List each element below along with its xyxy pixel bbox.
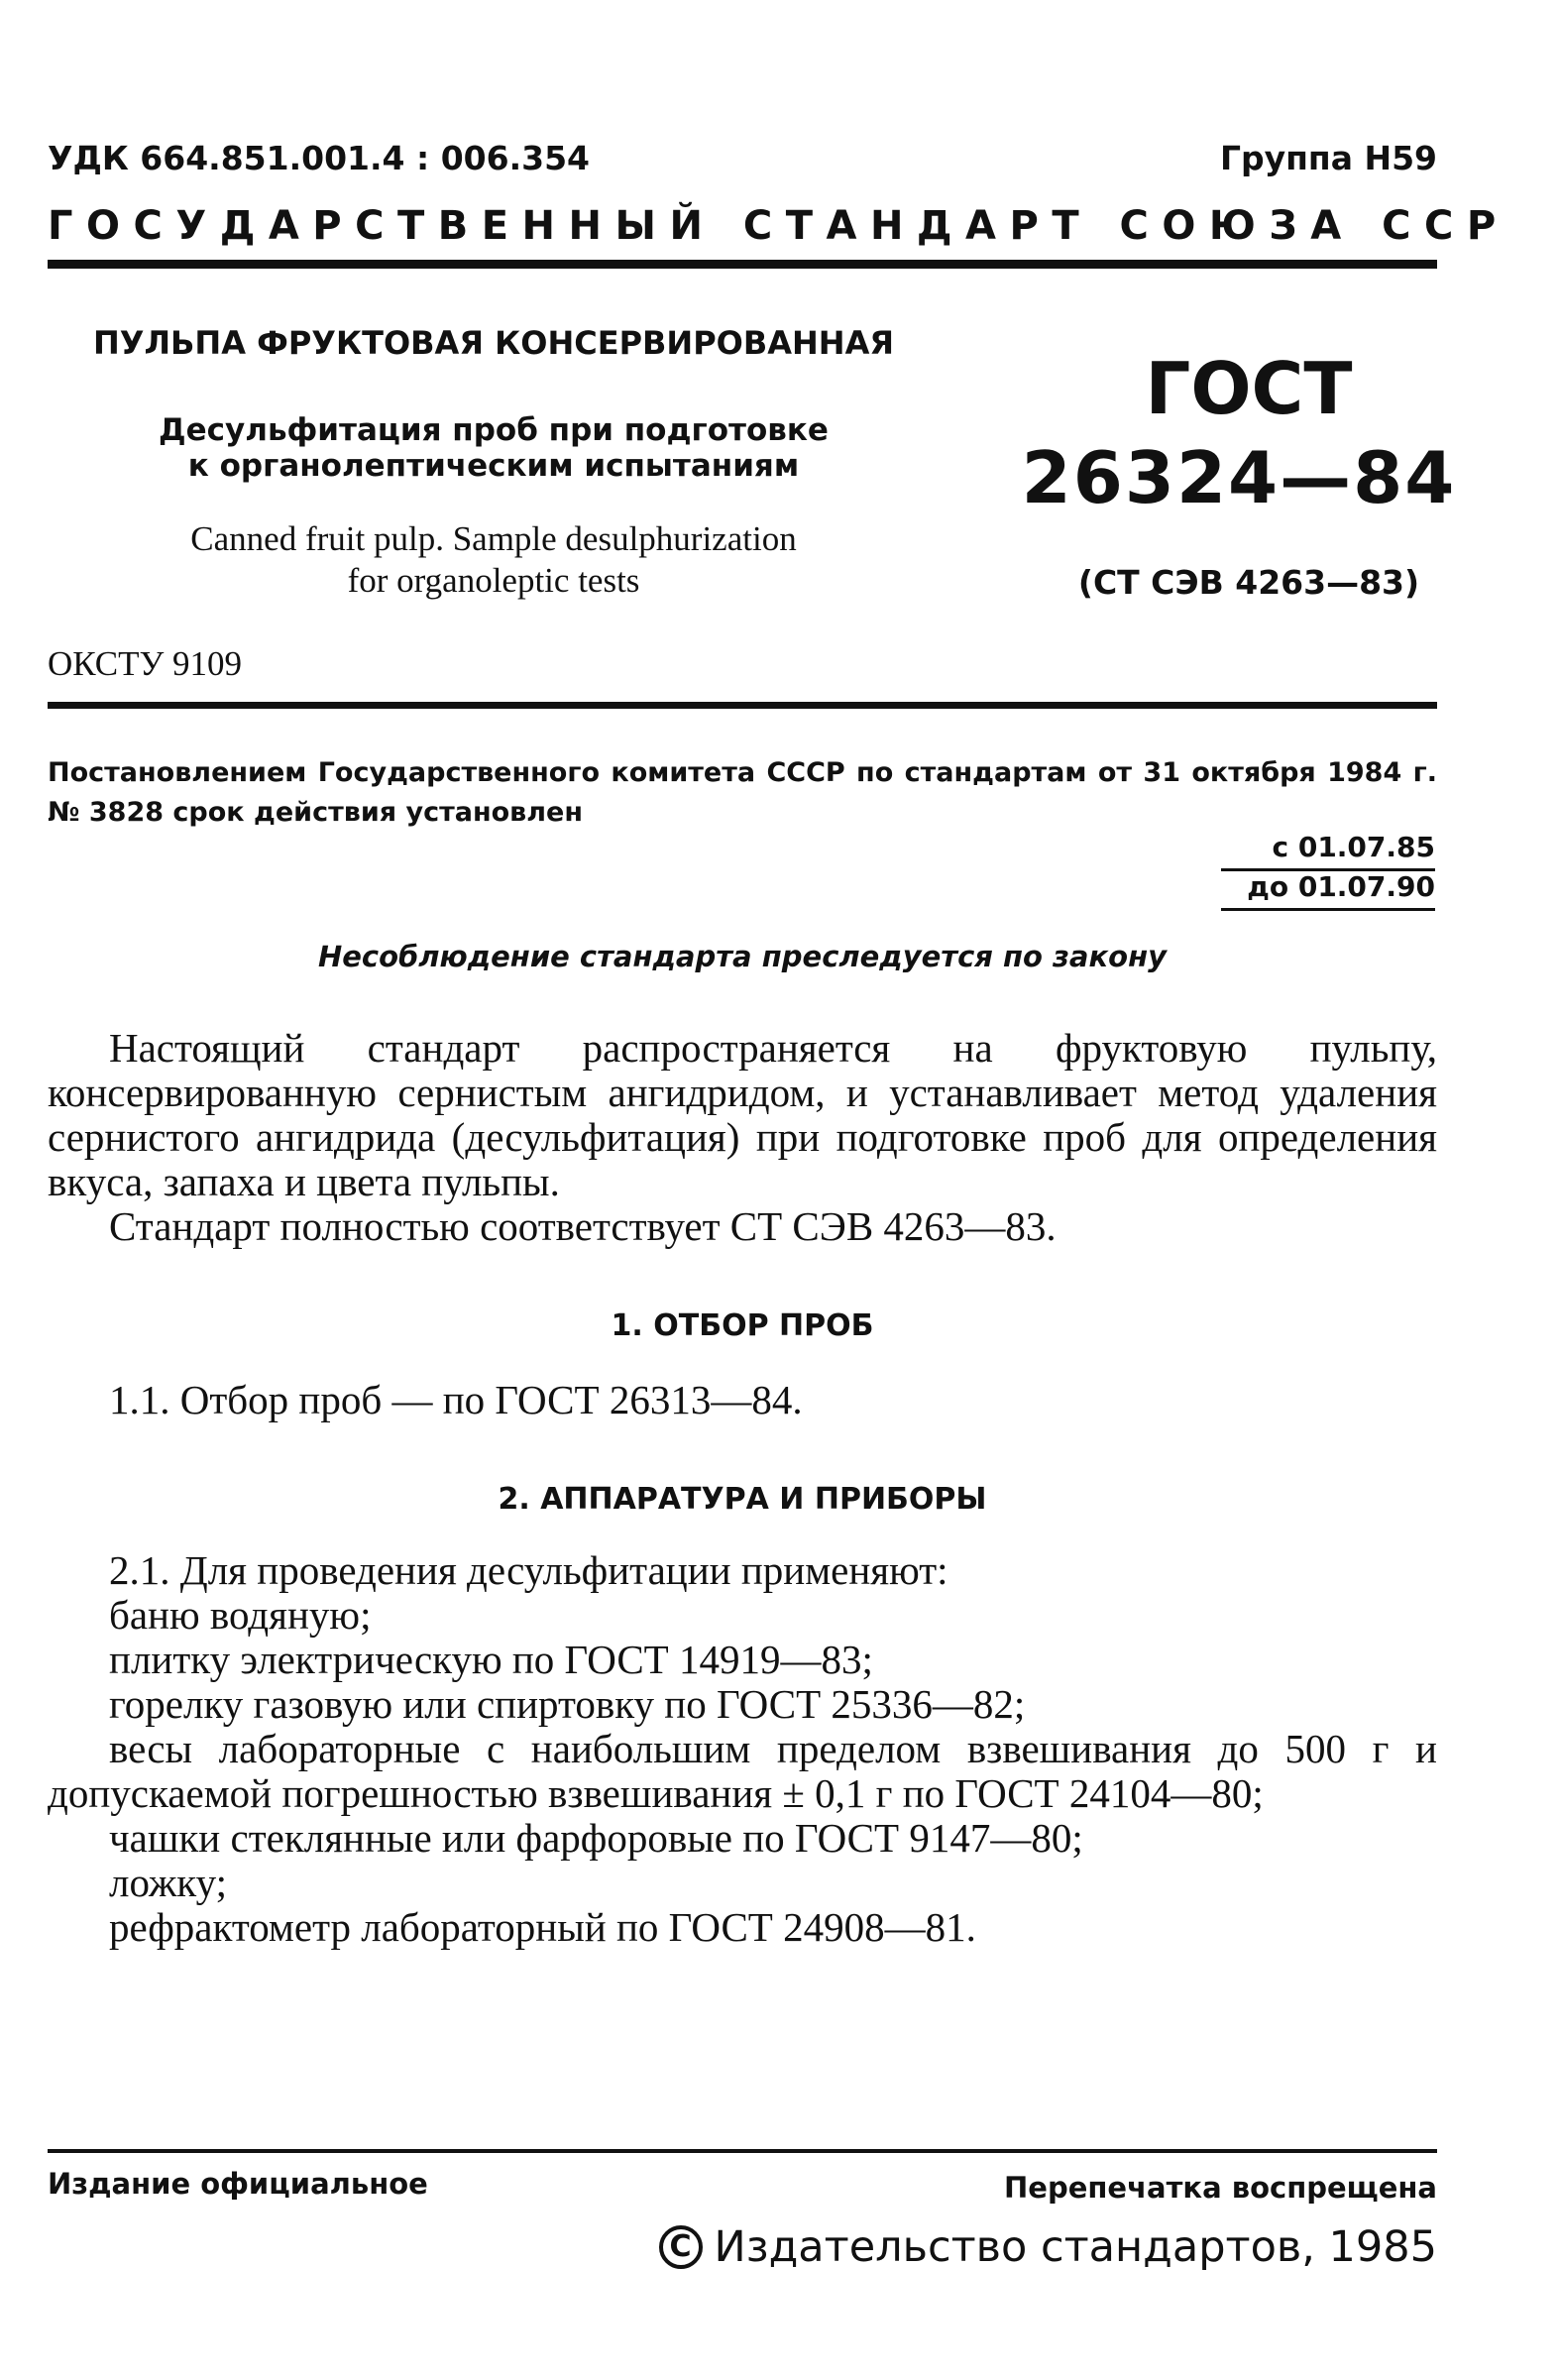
section-1-heading: 1. ОТБОР ПРОБ [611,1308,874,1343]
english-title-line-2: for organoleptic tests [347,561,640,600]
equipment-list [48,1548,1437,1950]
clause-1-1: 1.1. Отбор проб — по ГОСТ 26313—84. [109,1377,803,1422]
decree-text: Постановлением Государственного комитета СССР по стандартам от 31 октября 1984 г. № 3828 срок действия установлен [48,757,1437,828]
intro-paragraph: Настоящий стандарт распространяется на фруктовую пульпу, консервированную сернистым ангидридом, и устанавливает метод удаления сернистого ангидрида (десульфитация) при подготовке проб для определения вкуса, запаха и цвета пульпы. [48,1025,1437,1204]
compliance-paragraph: Стандарт полностью соответствует СТ СЭВ 4263—83. [109,1203,1057,1249]
english-title [48,518,940,602]
list-item: горелку газовую или спиртовку по ГОСТ 25336—82; [109,1681,1026,1727]
date-underline [1221,908,1435,911]
udk-code: УДК 664.851.001.4 : 006.354 [48,139,590,177]
gost-number: 26324—84 [1021,436,1457,519]
okstu-code: ОКСТУ 9109 [48,644,243,683]
list-item: весы лабораторные с наибольшим пределом взвешивания до 500 г и допускаемой погрешностью взвешивания ± 0,1 г по ГОСТ 24104—80; [48,1726,1437,1816]
effective-to-date: до 01.07.90 [1247,870,1435,903]
effective-from-date: с 01.07.85 [1272,831,1435,863]
copyright-icon: C [659,2225,703,2269]
group-code: Группа Н59 [1219,139,1437,177]
gost-label: ГОСТ [1145,347,1353,430]
publisher-name: Издательство стандартов, 1985 [714,2222,1437,2272]
list-item: чашки стеклянные или фарфоровые по ГОСТ 9147—80; [109,1815,1083,1861]
document-title: ПУЛЬПА ФРУКТОВАЯ КОНСЕРВИРОВАННАЯ [93,324,894,362]
header-rule [48,260,1437,269]
publisher-line [659,2222,1437,2272]
subtitle-line-2: к органолептическим испытаниям [187,448,800,484]
list-item: баню водяную; [109,1592,372,1638]
reprint-notice: Перепечатка воспрещена [1004,2171,1437,2205]
subtitle-line-1: Десульфитация проб при подготовке [159,412,829,448]
title-rule [48,702,1437,709]
standard-banner: ГОСУДАРСТВЕННЫЙ СТАНДАРТ СОЮЗА ССР [48,203,1509,249]
list-item: ложку; [109,1860,227,1905]
list-item: рефрактометр лабораторный по ГОСТ 24908—81. [109,1904,976,1950]
cmea-reference: (СТ СЭВ 4263—83) [1077,563,1420,602]
clause-2-1-lead: 2.1. Для проведения десульфитации применяют: [109,1547,948,1593]
english-title-line-1: Canned fruit pulp. Sample desulphurization [190,519,797,558]
official-edition-label: Издание официальное [48,2167,428,2201]
footer-rule [48,2149,1437,2153]
list-item: плитку электрическую по ГОСТ 14919—83; [109,1637,873,1682]
section-2-heading: 2. АППАРАТУРА И ПРИБОРЫ [498,1482,987,1517]
document-subtitle [48,412,940,484]
law-notice: Несоблюдение стандарта преследуется по закону [317,940,1168,973]
